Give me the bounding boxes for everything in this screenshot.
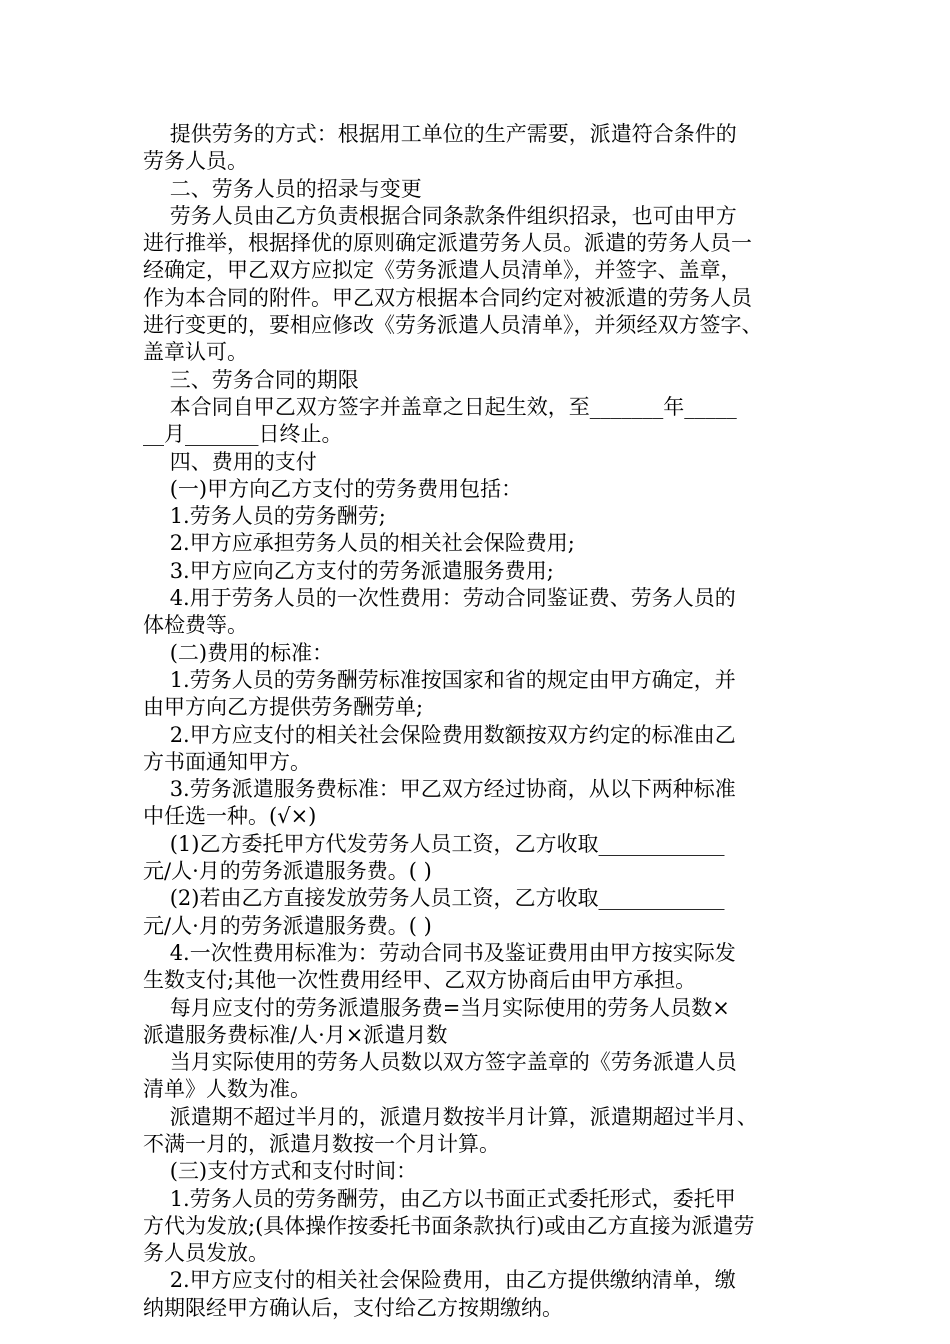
text-line: 2.甲方应支付的相关社会保险费用，由乙方提供缴纳清单，缴 (143, 1268, 736, 1293)
text-line: 务人员发放。 (143, 1241, 269, 1266)
text-line: 方代为发放;(具体操作按委托书面条款执行)或由乙方直接为派遣劳 (143, 1213, 755, 1238)
text-line: 元/人·月的劳务派遣服务费。( ) (143, 859, 432, 884)
text-line: 本合同自甲乙双方签字并盖章之日起生效，至_______年_____ (143, 394, 737, 419)
text-line: 盖章认可。 (143, 340, 248, 365)
text-line: 进行推举，根据择优的原则确定派遣劳务人员。派遣的劳务人员一 (143, 231, 752, 256)
text-line: 方书面通知甲方。 (143, 749, 311, 774)
text-line: 作为本合同的附件。甲乙双方根据本合同约定对被派遣的劳务人员 (143, 285, 752, 310)
text-line: 4.用于劳务人员的一次性费用：劳动合同鉴证费、劳务人员的 (143, 586, 736, 611)
text-line: 元/人·月的劳务派遣服务费。( ) (143, 913, 432, 938)
text-line: 当月实际使用的劳务人员数以双方签字盖章的《劳务派遣人员 (143, 1050, 737, 1075)
text-line: 提供劳务的方式：根据用工单位的生产需要，派遣符合条件的 (143, 122, 737, 146)
text-line: 每月应支付的劳务派遣服务费=当月实际使用的劳务人员数× (143, 995, 730, 1020)
subsection-heading: (三)支付方式和支付时间： (143, 1159, 418, 1184)
subsection-heading: (一)甲方向乙方支付的劳务费用包括： (143, 476, 523, 501)
text-line: 劳务人员由乙方负责根据合同条款条件组织招录，也可由甲方 (143, 203, 737, 228)
section-heading: 二、劳务人员的招录与变更 (143, 176, 422, 201)
text-line: 3.劳务派遣服务费标准：甲乙双方经过协商，从以下两种标准 (143, 777, 736, 802)
text-line: 进行变更的，要相应修改《劳务派遣人员清单》，并须经双方签字、 (143, 313, 763, 338)
text-line: 2.甲方应承担劳务人员的相关社会保险费用; (143, 531, 575, 556)
text-line: 派遣期不超过半月的，派遣月数按半月计算，派遣期超过半月、 (143, 1104, 758, 1129)
text-line: 生数支付;其他一次性费用经甲、乙双方协商后由甲方承担。 (143, 968, 697, 993)
section-heading: 四、费用的支付 (143, 449, 317, 474)
text-line: 清单》人数为准。 (143, 1077, 311, 1102)
section-heading: 三、劳务合同的期限 (143, 367, 359, 392)
text-line: (1)乙方委托甲方代发劳务人员工资，乙方收取____________ (143, 831, 725, 856)
document-body (143, 121, 808, 1322)
text-line: 经确定，甲乙双方应拟定《劳务派遣人员清单》，并签字、盖章， (143, 258, 742, 283)
text-line: __月_______日终止。 (143, 422, 343, 447)
text-line: 派遣服务费标准/人·月×派遣月数 (143, 1022, 448, 1047)
text-line: 1.劳务人员的劳务酬劳标准按国家和省的规定由甲方确定，并 (143, 667, 736, 692)
text-line: 体检费等。 (143, 613, 248, 638)
text-line: 4.一次性费用标准为：劳动合同书及鉴证费用由甲方按实际发 (143, 940, 736, 965)
text-line: 由甲方向乙方提供劳务酬劳单; (143, 695, 424, 720)
text-line: (2)若由乙方直接发放劳务人员工资，乙方收取____________ (143, 886, 725, 911)
text-line: 劳务人员。 (143, 149, 248, 174)
subsection-heading: (二)费用的标准： (143, 640, 334, 665)
text-line: 纳期限经甲方确认后，支付给乙方按期缴纳。 (143, 1295, 563, 1320)
text-line: 3.甲方应向乙方支付的劳务派遣服务费用; (143, 558, 554, 583)
text-line: 不满一月的，派遣月数按一个月计算。 (143, 1131, 500, 1156)
text-line: 2.甲方应支付的相关社会保险费用数额按双方约定的标准由乙 (143, 722, 736, 747)
text-line: 中任选一种。(√×) (143, 804, 317, 829)
text-line: 1.劳务人员的劳务酬劳，由乙方以书面正式委托形式，委托甲 (143, 1186, 736, 1211)
text-line: 1.劳务人员的劳务酬劳; (143, 504, 386, 529)
